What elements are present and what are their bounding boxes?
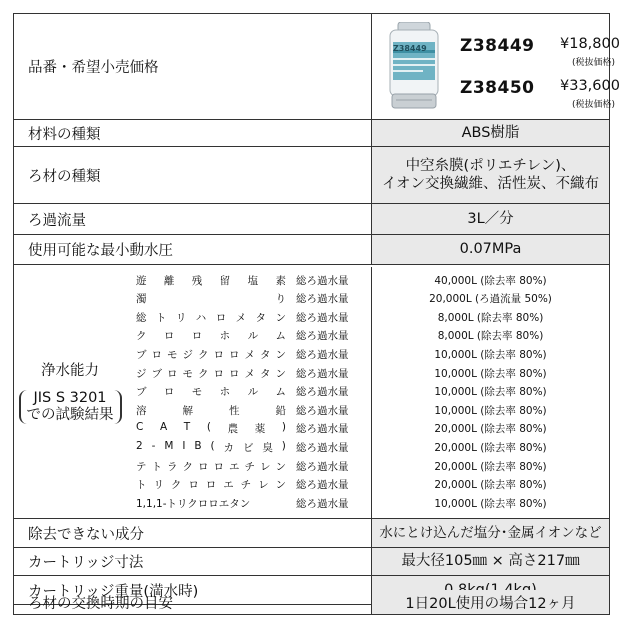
purification-item-name: 2 - M I B ( カ ビ 臭 ) <box>136 439 286 454</box>
flow-rate-row <box>14 204 609 235</box>
purification-item-measure: 総ろ過水量 <box>296 497 349 510</box>
pressure-label: 使用可能な最小動水圧 <box>14 235 372 264</box>
purification-item-value: 8,000L (除去率 80%) <box>437 311 544 324</box>
purification-label: 浄水能力 <box>41 362 99 379</box>
product-code-1: Z38449 <box>460 36 535 56</box>
dimensions-row <box>14 548 609 576</box>
purification-item-name: ジ ブ ロ モ ク ロ ロ メ タ ン <box>136 367 286 380</box>
purification-item-measure: 総ろ過水量 <box>296 293 349 306</box>
purification-item-measure: 総ろ過水量 <box>296 423 349 436</box>
purification-item-value: 20,000L (除去率 80%) <box>434 460 547 473</box>
purification-item-name: 濁 り <box>136 293 286 306</box>
purification-item-name: テ ト ラ ク ロ ロ エ チ レ ン <box>136 460 286 473</box>
pressure-row <box>14 235 609 265</box>
purification-item-measure: 総ろ過水量 <box>296 441 349 454</box>
purification-item-measure: 総ろ過水量 <box>296 274 349 287</box>
product-tax-note-2: (税抜価格) <box>572 100 616 110</box>
non-removable-value: 水にとけ込んだ塩分･金属イオンなど <box>372 519 609 547</box>
flow-rate-value: 3L／分 <box>372 204 609 234</box>
purification-item-name: ト リ ク ロ ロ エ チ レ ン <box>136 479 286 492</box>
purification-item <box>136 290 372 308</box>
purification-item-value: 8,000L (除去率 80%) <box>437 330 544 343</box>
material-label: 材料の種類 <box>14 120 372 146</box>
purification-item-measure: 総ろ過水量 <box>296 330 349 343</box>
product-tax-note-1: (税抜価格) <box>572 58 616 68</box>
purification-item-value: 10,000L (除去率 80%) <box>434 497 547 510</box>
purification-item-name: ク ロ ロ ホ ル ム <box>136 330 286 343</box>
purification-standard-line-2: での試験結果 <box>26 407 114 423</box>
purification-item-name: ブ ロ モ ジ ク ロ ロ メ タ ン <box>136 348 286 361</box>
product-cell <box>372 14 620 119</box>
cartridge-image <box>384 22 444 110</box>
purification-item-list <box>126 267 372 518</box>
replacement-label: ろ材の交換時期の目安 <box>14 590 372 614</box>
filter-media-row <box>14 147 609 204</box>
filter-media-value <box>372 147 609 203</box>
purification-item <box>136 494 372 512</box>
purification-item <box>136 327 372 345</box>
header-label: 品番・希望小売価格 <box>14 14 372 119</box>
replacement-row-visible <box>14 590 609 614</box>
purification-standard-line-1: JIS S 3201 <box>33 389 107 406</box>
purification-item-measure: 総ろ過水量 <box>296 479 349 492</box>
purification-item <box>136 457 372 475</box>
purification-item <box>136 271 372 289</box>
purification-item-value: 10,000L (除去率 80%) <box>434 348 547 361</box>
purification-item-name: 総 ト リ ハ ロ メ タ ン <box>136 311 286 324</box>
dimensions-label: カートリッジ寸法 <box>14 548 372 575</box>
purification-standard-note <box>19 390 122 425</box>
purification-item <box>136 420 372 438</box>
purification-item-name: 溶 解 性 鉛 <box>136 404 286 417</box>
purification-item-measure: 総ろ過水量 <box>296 404 349 417</box>
purification-item-measure: 総ろ過水量 <box>296 311 349 324</box>
purification-item-value: 40,000L (除去率 80%) <box>434 274 547 287</box>
filter-media-line-2: イオン交換繊維、活性炭、不織布 <box>381 176 600 192</box>
product-price-2: ¥33,600 <box>560 78 620 94</box>
replacement-value: 1日20L使用の場合12ヶ月 <box>372 590 609 614</box>
spec-table <box>13 13 620 615</box>
purification-item <box>136 383 372 401</box>
purification-item-value: 20,000L (除去率 80%) <box>434 441 547 454</box>
purification-item-measure: 総ろ過水量 <box>296 386 349 399</box>
purification-item-value: 20,000L (除去率 80%) <box>434 479 547 492</box>
purification-item-value: 20,000L (除去率 80%) <box>434 423 547 436</box>
purification-item <box>136 401 372 419</box>
purification-item-value: 20,000L (ろ過流量 50%) <box>429 293 552 306</box>
purification-item-measure: 総ろ過水量 <box>296 367 349 380</box>
purification-item <box>136 345 372 363</box>
header-row <box>14 14 620 120</box>
non-removable-row <box>14 519 609 548</box>
pressure-value: 0.07MPa <box>372 235 609 264</box>
purification-item-name: C A T ( 農 薬 ) <box>136 421 286 436</box>
purification-item-value: 10,000L (除去率 80%) <box>434 386 547 399</box>
purification-item-name: 遊 離 残 留 塩 素 <box>136 274 286 287</box>
purification-item <box>136 438 372 456</box>
product-price-1: ¥18,800 <box>560 36 620 52</box>
purification-item-measure: 総ろ過水量 <box>296 460 349 473</box>
material-row <box>14 120 609 147</box>
purification-item-value: 10,000L (除去率 80%) <box>434 404 547 417</box>
filter-media-label: ろ材の種類 <box>14 147 372 203</box>
flow-rate-label: ろ過流量 <box>14 204 372 234</box>
dimensions-value: 最大径105㎜ × 高さ217㎜ <box>372 548 609 575</box>
purification-row <box>14 265 609 519</box>
purification-item <box>136 476 372 494</box>
purification-item-measure: 総ろ過水量 <box>296 348 349 361</box>
filter-media-line-1: 中空糸膜(ポリエチレン)、 <box>405 157 576 174</box>
purification-item <box>136 308 372 326</box>
purification-value-list <box>372 267 609 518</box>
weight-label: カートリッジ重量(満水時) <box>14 576 372 604</box>
product-code-2: Z38450 <box>460 78 535 98</box>
purification-item <box>136 364 372 382</box>
purification-label-cell <box>14 265 126 518</box>
material-value: ABS樹脂 <box>372 120 609 146</box>
purification-item-name: ブ ロ モ ホ ル ム <box>136 386 286 399</box>
purification-item-name: 1,1,1-トリクロロエタン <box>136 497 251 510</box>
cartridge-label: Z38449 <box>393 44 427 53</box>
purification-item-value: 10,000L (除去率 80%) <box>434 367 547 380</box>
non-removable-label: 除去できない成分 <box>14 519 372 547</box>
